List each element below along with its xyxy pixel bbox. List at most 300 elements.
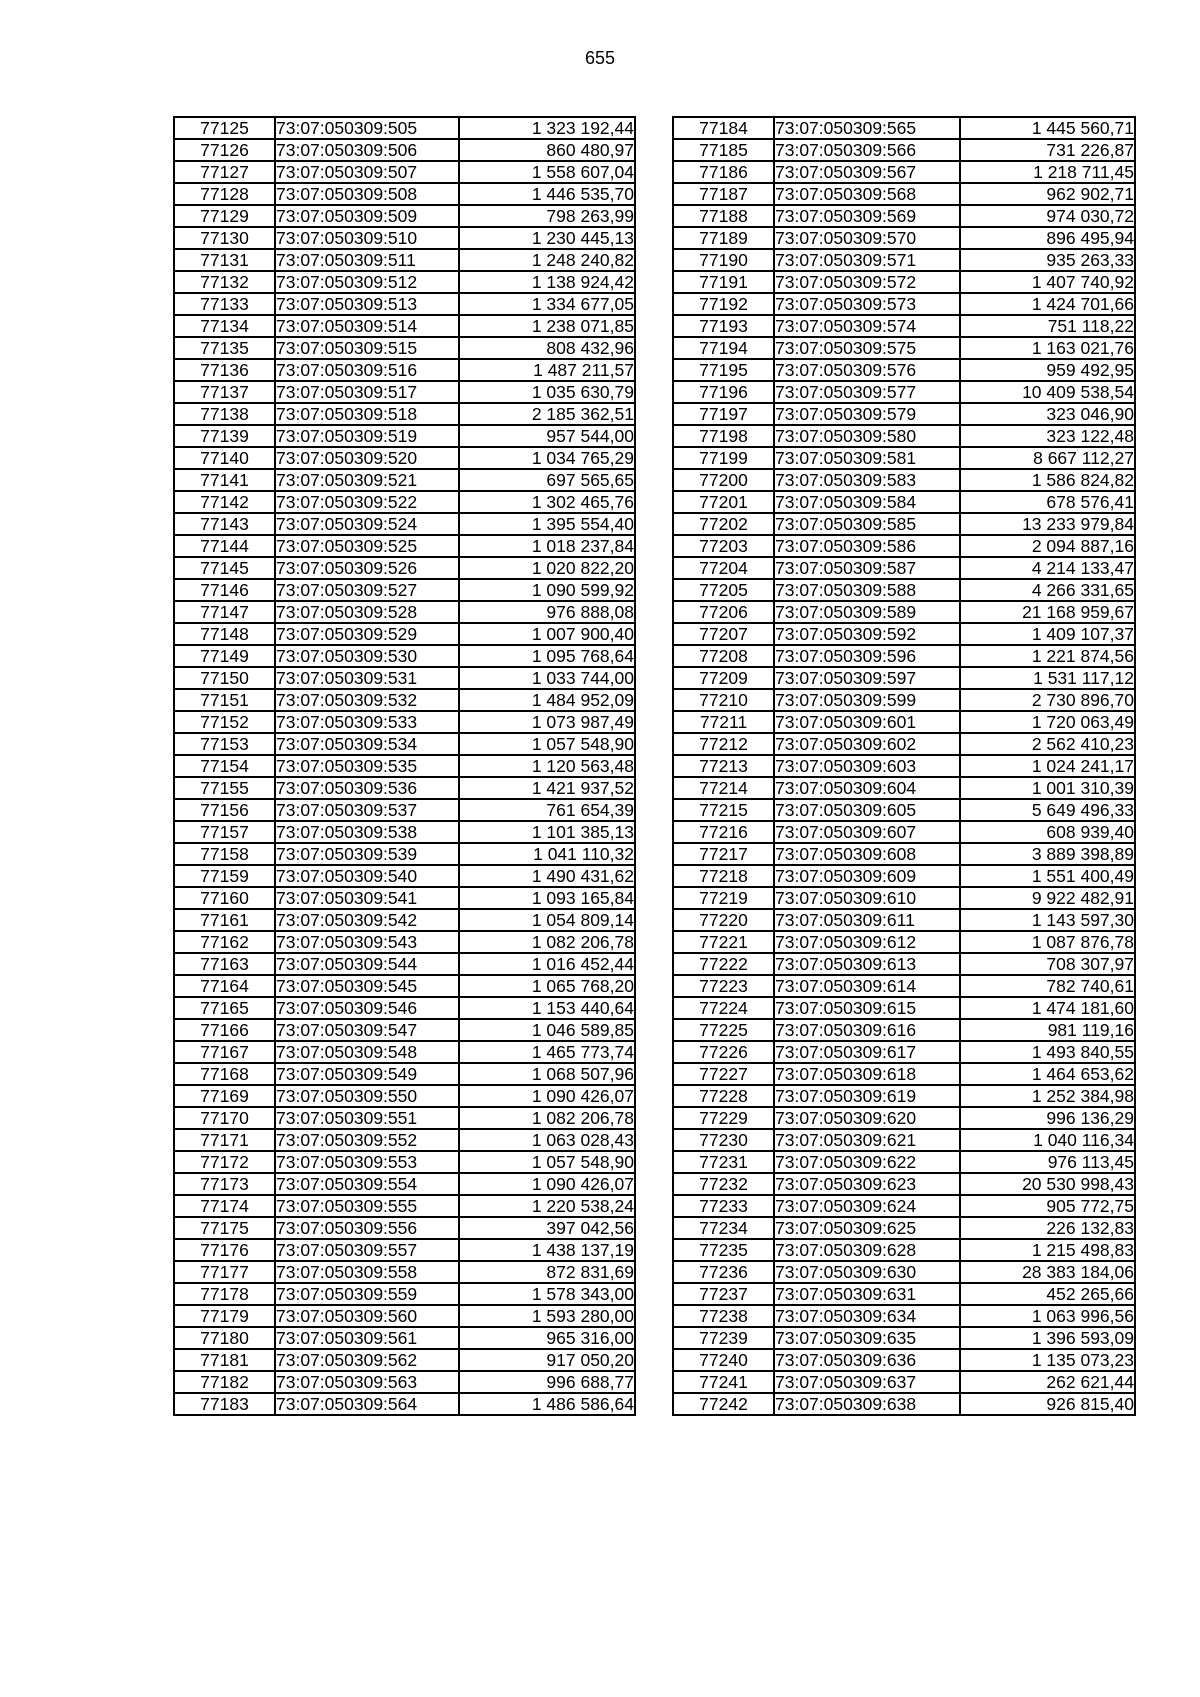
cadastral-number-cell: 73:07:050309:631 bbox=[774, 1283, 960, 1305]
value-cell: 1 586 824,82 bbox=[960, 469, 1135, 491]
cadastral-number-cell: 73:07:050309:557 bbox=[275, 1239, 459, 1261]
value-cell: 981 119,16 bbox=[960, 1019, 1135, 1041]
cadastral-number-cell: 73:07:050309:508 bbox=[275, 183, 459, 205]
cadastral-number-cell: 73:07:050309:550 bbox=[275, 1085, 459, 1107]
row-number-cell: 77233 bbox=[673, 1195, 774, 1217]
value-cell: 1 063 028,43 bbox=[459, 1129, 635, 1151]
row-number-cell: 77214 bbox=[673, 777, 774, 799]
cadastral-number-cell: 73:07:050309:612 bbox=[774, 931, 960, 953]
value-cell: 1 090 599,92 bbox=[459, 579, 635, 601]
row-number-cell: 77165 bbox=[174, 997, 275, 1019]
cadastral-number-cell: 73:07:050309:576 bbox=[774, 359, 960, 381]
row-number-cell: 77175 bbox=[174, 1217, 275, 1239]
table-row bbox=[673, 491, 1135, 513]
row-number-cell: 77215 bbox=[673, 799, 774, 821]
value-cell: 1 024 241,17 bbox=[960, 755, 1135, 777]
cadastral-number-cell: 73:07:050309:592 bbox=[774, 623, 960, 645]
row-number-cell: 77176 bbox=[174, 1239, 275, 1261]
row-number-cell: 77142 bbox=[174, 491, 275, 513]
table-row bbox=[174, 1349, 635, 1371]
value-cell: 782 740,61 bbox=[960, 975, 1135, 997]
cadastral-number-cell: 73:07:050309:522 bbox=[275, 491, 459, 513]
value-cell: 1 484 952,09 bbox=[459, 689, 635, 711]
row-number-cell: 77182 bbox=[174, 1371, 275, 1393]
value-cell: 1 065 768,20 bbox=[459, 975, 635, 997]
cadastral-number-cell: 73:07:050309:608 bbox=[774, 843, 960, 865]
table-row bbox=[673, 755, 1135, 777]
table-row bbox=[673, 271, 1135, 293]
value-cell: 9 922 482,91 bbox=[960, 887, 1135, 909]
table-row bbox=[673, 1041, 1135, 1063]
value-cell: 1 465 773,74 bbox=[459, 1041, 635, 1063]
row-number-cell: 77209 bbox=[673, 667, 774, 689]
table-row bbox=[174, 359, 635, 381]
row-number-cell: 77187 bbox=[673, 183, 774, 205]
row-number-cell: 77231 bbox=[673, 1151, 774, 1173]
table-row bbox=[673, 315, 1135, 337]
row-number-cell: 77170 bbox=[174, 1107, 275, 1129]
cadastral-number-cell: 73:07:050309:511 bbox=[275, 249, 459, 271]
table-row bbox=[174, 293, 635, 315]
cadastral-number-cell: 73:07:050309:574 bbox=[774, 315, 960, 337]
value-cell: 1 407 740,92 bbox=[960, 271, 1135, 293]
value-cell: 761 654,39 bbox=[459, 799, 635, 821]
row-number-cell: 77153 bbox=[174, 733, 275, 755]
cadastral-number-cell: 73:07:050309:512 bbox=[275, 271, 459, 293]
value-cell: 976 888,08 bbox=[459, 601, 635, 623]
table-row bbox=[673, 139, 1135, 161]
cadastral-number-cell: 73:07:050309:540 bbox=[275, 865, 459, 887]
cadastral-number-cell: 73:07:050309:543 bbox=[275, 931, 459, 953]
table-row bbox=[174, 1217, 635, 1239]
cadastral-number-cell: 73:07:050309:548 bbox=[275, 1041, 459, 1063]
table-row bbox=[174, 909, 635, 931]
value-cell: 1 474 181,60 bbox=[960, 997, 1135, 1019]
value-cell: 935 263,33 bbox=[960, 249, 1135, 271]
value-cell: 1 493 840,55 bbox=[960, 1041, 1135, 1063]
table-row bbox=[174, 1085, 635, 1107]
table-row bbox=[174, 1393, 635, 1415]
row-number-cell: 77227 bbox=[673, 1063, 774, 1085]
value-cell: 226 132,83 bbox=[960, 1217, 1135, 1239]
cadastral-number-cell: 73:07:050309:567 bbox=[774, 161, 960, 183]
cadastral-number-cell: 73:07:050309:529 bbox=[275, 623, 459, 645]
cadastral-number-cell: 73:07:050309:579 bbox=[774, 403, 960, 425]
value-cell: 2 730 896,70 bbox=[960, 689, 1135, 711]
value-cell: 2 094 887,16 bbox=[960, 535, 1135, 557]
table-row bbox=[673, 667, 1135, 689]
row-number-cell: 77154 bbox=[174, 755, 275, 777]
row-number-cell: 77125 bbox=[174, 117, 275, 139]
value-cell: 1 068 507,96 bbox=[459, 1063, 635, 1085]
cadastral-number-cell: 73:07:050309:605 bbox=[774, 799, 960, 821]
cadastral-number-cell: 73:07:050309:621 bbox=[774, 1129, 960, 1151]
value-cell: 2 185 362,51 bbox=[459, 403, 635, 425]
table-row bbox=[174, 425, 635, 447]
row-number-cell: 77133 bbox=[174, 293, 275, 315]
cadastral-number-cell: 73:07:050309:617 bbox=[774, 1041, 960, 1063]
cadastral-number-cell: 73:07:050309:610 bbox=[774, 887, 960, 909]
table-row bbox=[673, 403, 1135, 425]
row-number-cell: 77177 bbox=[174, 1261, 275, 1283]
row-number-cell: 77166 bbox=[174, 1019, 275, 1041]
row-number-cell: 77202 bbox=[673, 513, 774, 535]
table-row bbox=[673, 711, 1135, 733]
cadastral-number-cell: 73:07:050309:536 bbox=[275, 777, 459, 799]
value-cell: 8 667 112,27 bbox=[960, 447, 1135, 469]
table-row bbox=[174, 799, 635, 821]
table-row bbox=[174, 161, 635, 183]
table-row bbox=[673, 1107, 1135, 1129]
cadastral-number-cell: 73:07:050309:568 bbox=[774, 183, 960, 205]
row-number-cell: 77168 bbox=[174, 1063, 275, 1085]
cadastral-number-cell: 73:07:050309:513 bbox=[275, 293, 459, 315]
cadastral-number-cell: 73:07:050309:530 bbox=[275, 645, 459, 667]
row-number-cell: 77205 bbox=[673, 579, 774, 601]
row-number-cell: 77237 bbox=[673, 1283, 774, 1305]
row-number-cell: 77229 bbox=[673, 1107, 774, 1129]
row-number-cell: 77217 bbox=[673, 843, 774, 865]
cadastral-number-cell: 73:07:050309:532 bbox=[275, 689, 459, 711]
row-number-cell: 77130 bbox=[174, 227, 275, 249]
row-number-cell: 77228 bbox=[673, 1085, 774, 1107]
cadastral-number-cell: 73:07:050309:519 bbox=[275, 425, 459, 447]
row-number-cell: 77135 bbox=[174, 337, 275, 359]
cadastral-number-cell: 73:07:050309:544 bbox=[275, 953, 459, 975]
value-cell: 21 168 959,67 bbox=[960, 601, 1135, 623]
table-row bbox=[174, 953, 635, 975]
cadastral-number-cell: 73:07:050309:622 bbox=[774, 1151, 960, 1173]
cadastral-number-cell: 73:07:050309:528 bbox=[275, 601, 459, 623]
cadastral-number-cell: 73:07:050309:507 bbox=[275, 161, 459, 183]
cadastral-number-cell: 73:07:050309:569 bbox=[774, 205, 960, 227]
value-cell: 1 446 535,70 bbox=[459, 183, 635, 205]
row-number-cell: 77226 bbox=[673, 1041, 774, 1063]
row-number-cell: 77196 bbox=[673, 381, 774, 403]
row-number-cell: 77138 bbox=[174, 403, 275, 425]
row-number-cell: 77167 bbox=[174, 1041, 275, 1063]
row-number-cell: 77150 bbox=[174, 667, 275, 689]
cadastral-number-cell: 73:07:050309:525 bbox=[275, 535, 459, 557]
value-cell: 2 562 410,23 bbox=[960, 733, 1135, 755]
table-row bbox=[673, 601, 1135, 623]
value-cell: 808 432,96 bbox=[459, 337, 635, 359]
row-number-cell: 77189 bbox=[673, 227, 774, 249]
row-number-cell: 77241 bbox=[673, 1371, 774, 1393]
table-row bbox=[673, 249, 1135, 271]
value-cell: 1 421 937,52 bbox=[459, 777, 635, 799]
table-row bbox=[673, 1239, 1135, 1261]
cadastral-number-cell: 73:07:050309:563 bbox=[275, 1371, 459, 1393]
row-number-cell: 77148 bbox=[174, 623, 275, 645]
cadastral-number-cell: 73:07:050309:539 bbox=[275, 843, 459, 865]
value-cell: 1 531 117,12 bbox=[960, 667, 1135, 689]
value-cell: 1 396 593,09 bbox=[960, 1327, 1135, 1349]
value-cell: 1 593 280,00 bbox=[459, 1305, 635, 1327]
cadastral-number-cell: 73:07:050309:554 bbox=[275, 1173, 459, 1195]
table-row bbox=[174, 645, 635, 667]
row-number-cell: 77171 bbox=[174, 1129, 275, 1151]
value-cell: 1 138 924,42 bbox=[459, 271, 635, 293]
value-cell: 1 153 440,64 bbox=[459, 997, 635, 1019]
cadastral-number-cell: 73:07:050309:517 bbox=[275, 381, 459, 403]
table-row bbox=[673, 887, 1135, 909]
table-row bbox=[174, 579, 635, 601]
value-cell: 974 030,72 bbox=[960, 205, 1135, 227]
row-number-cell: 77199 bbox=[673, 447, 774, 469]
value-cell: 1 057 548,90 bbox=[459, 1151, 635, 1173]
row-number-cell: 77149 bbox=[174, 645, 275, 667]
row-number-cell: 77210 bbox=[673, 689, 774, 711]
value-cell: 1 041 110,32 bbox=[459, 843, 635, 865]
row-number-cell: 77163 bbox=[174, 953, 275, 975]
table-row bbox=[673, 1063, 1135, 1085]
row-number-cell: 77157 bbox=[174, 821, 275, 843]
row-number-cell: 77156 bbox=[174, 799, 275, 821]
table-row bbox=[673, 623, 1135, 645]
row-number-cell: 77232 bbox=[673, 1173, 774, 1195]
row-number-cell: 77238 bbox=[673, 1305, 774, 1327]
value-cell: 959 492,95 bbox=[960, 359, 1135, 381]
row-number-cell: 77183 bbox=[174, 1393, 275, 1415]
value-cell: 1 054 809,14 bbox=[459, 909, 635, 931]
row-number-cell: 77190 bbox=[673, 249, 774, 271]
cadastral-number-cell: 73:07:050309:521 bbox=[275, 469, 459, 491]
value-cell: 1 034 765,29 bbox=[459, 447, 635, 469]
row-number-cell: 77206 bbox=[673, 601, 774, 623]
value-cell: 1 007 900,40 bbox=[459, 623, 635, 645]
table-row bbox=[174, 447, 635, 469]
cadastral-number-cell: 73:07:050309:555 bbox=[275, 1195, 459, 1217]
value-cell: 1 040 116,34 bbox=[960, 1129, 1135, 1151]
cadastral-number-cell: 73:07:050309:538 bbox=[275, 821, 459, 843]
value-cell: 1 424 701,66 bbox=[960, 293, 1135, 315]
cadastral-number-cell: 73:07:050309:541 bbox=[275, 887, 459, 909]
table-row bbox=[174, 1305, 635, 1327]
cadastral-number-cell: 73:07:050309:628 bbox=[774, 1239, 960, 1261]
row-number-cell: 77126 bbox=[174, 139, 275, 161]
cadastral-number-cell: 73:07:050309:566 bbox=[774, 139, 960, 161]
table-row bbox=[174, 689, 635, 711]
cadastral-number-cell: 73:07:050309:625 bbox=[774, 1217, 960, 1239]
row-number-cell: 77213 bbox=[673, 755, 774, 777]
table-row bbox=[174, 557, 635, 579]
value-cell: 872 831,69 bbox=[459, 1261, 635, 1283]
cadastral-number-cell: 73:07:050309:524 bbox=[275, 513, 459, 535]
table-row bbox=[673, 689, 1135, 711]
value-cell: 896 495,94 bbox=[960, 227, 1135, 249]
cadastral-number-cell: 73:07:050309:533 bbox=[275, 711, 459, 733]
value-cell: 1 001 310,39 bbox=[960, 777, 1135, 799]
value-cell: 1 143 597,30 bbox=[960, 909, 1135, 931]
value-cell: 1 220 538,24 bbox=[459, 1195, 635, 1217]
row-number-cell: 77145 bbox=[174, 557, 275, 579]
row-number-cell: 77128 bbox=[174, 183, 275, 205]
table-row bbox=[673, 1085, 1135, 1107]
table-row bbox=[174, 205, 635, 227]
row-number-cell: 77161 bbox=[174, 909, 275, 931]
row-number-cell: 77132 bbox=[174, 271, 275, 293]
value-cell: 697 565,65 bbox=[459, 469, 635, 491]
table-row bbox=[174, 249, 635, 271]
value-cell: 1 248 240,82 bbox=[459, 249, 635, 271]
cadastral-number-cell: 73:07:050309:561 bbox=[275, 1327, 459, 1349]
value-cell: 1 334 677,05 bbox=[459, 293, 635, 315]
row-number-cell: 77236 bbox=[673, 1261, 774, 1283]
value-cell: 1 087 876,78 bbox=[960, 931, 1135, 953]
table-row bbox=[174, 1173, 635, 1195]
value-cell: 323 046,90 bbox=[960, 403, 1135, 425]
table-row bbox=[673, 997, 1135, 1019]
table-row bbox=[174, 931, 635, 953]
cadastral-number-cell: 73:07:050309:607 bbox=[774, 821, 960, 843]
row-number-cell: 77172 bbox=[174, 1151, 275, 1173]
value-cell: 996 136,29 bbox=[960, 1107, 1135, 1129]
cadastral-number-cell: 73:07:050309:586 bbox=[774, 535, 960, 557]
row-number-cell: 77162 bbox=[174, 931, 275, 953]
row-number-cell: 77204 bbox=[673, 557, 774, 579]
cadastral-number-cell: 73:07:050309:611 bbox=[774, 909, 960, 931]
row-number-cell: 77164 bbox=[174, 975, 275, 997]
table-row bbox=[673, 359, 1135, 381]
table-row bbox=[174, 711, 635, 733]
row-number-cell: 77235 bbox=[673, 1239, 774, 1261]
row-number-cell: 77222 bbox=[673, 953, 774, 975]
value-cell: 1 395 554,40 bbox=[459, 513, 635, 535]
row-number-cell: 77188 bbox=[673, 205, 774, 227]
value-cell: 1 082 206,78 bbox=[459, 931, 635, 953]
value-cell: 1 018 237,84 bbox=[459, 535, 635, 557]
value-cell: 1 090 426,07 bbox=[459, 1085, 635, 1107]
table-row bbox=[673, 1151, 1135, 1173]
cadastral-number-cell: 73:07:050309:514 bbox=[275, 315, 459, 337]
table-row bbox=[174, 1063, 635, 1085]
value-cell: 1 035 630,79 bbox=[459, 381, 635, 403]
table-row bbox=[174, 271, 635, 293]
cadastral-number-cell: 73:07:050309:571 bbox=[774, 249, 960, 271]
table-row bbox=[174, 183, 635, 205]
row-number-cell: 77194 bbox=[673, 337, 774, 359]
cadastral-number-cell: 73:07:050309:515 bbox=[275, 337, 459, 359]
row-number-cell: 77147 bbox=[174, 601, 275, 623]
row-number-cell: 77211 bbox=[673, 711, 774, 733]
cadastral-number-cell: 73:07:050309:580 bbox=[774, 425, 960, 447]
row-number-cell: 77240 bbox=[673, 1349, 774, 1371]
value-cell: 1 238 071,85 bbox=[459, 315, 635, 337]
cadastral-number-cell: 73:07:050309:623 bbox=[774, 1173, 960, 1195]
row-number-cell: 77180 bbox=[174, 1327, 275, 1349]
row-number-cell: 77242 bbox=[673, 1393, 774, 1415]
table-row bbox=[174, 1107, 635, 1129]
row-number-cell: 77185 bbox=[673, 139, 774, 161]
cadastral-number-cell: 73:07:050309:516 bbox=[275, 359, 459, 381]
row-number-cell: 77225 bbox=[673, 1019, 774, 1041]
value-cell: 1 487 211,57 bbox=[459, 359, 635, 381]
table-row bbox=[673, 425, 1135, 447]
value-cell: 926 815,40 bbox=[960, 1393, 1135, 1415]
table-row bbox=[673, 1129, 1135, 1151]
value-cell: 1 120 563,48 bbox=[459, 755, 635, 777]
table-row bbox=[174, 491, 635, 513]
table-row bbox=[174, 227, 635, 249]
table-row bbox=[673, 645, 1135, 667]
cadastral-number-cell: 73:07:050309:615 bbox=[774, 997, 960, 1019]
cadastral-number-cell: 73:07:050309:581 bbox=[774, 447, 960, 469]
cadastral-number-cell: 73:07:050309:614 bbox=[774, 975, 960, 997]
cadastral-number-cell: 73:07:050309:570 bbox=[774, 227, 960, 249]
table-row bbox=[174, 733, 635, 755]
cadastral-number-cell: 73:07:050309:572 bbox=[774, 271, 960, 293]
cadastral-number-cell: 73:07:050309:537 bbox=[275, 799, 459, 821]
value-cell: 917 050,20 bbox=[459, 1349, 635, 1371]
value-cell: 731 226,87 bbox=[960, 139, 1135, 161]
row-number-cell: 77195 bbox=[673, 359, 774, 381]
value-cell: 608 939,40 bbox=[960, 821, 1135, 843]
row-number-cell: 77216 bbox=[673, 821, 774, 843]
table-row bbox=[174, 1041, 635, 1063]
table-row bbox=[673, 381, 1135, 403]
cadastral-number-cell: 73:07:050309:599 bbox=[774, 689, 960, 711]
value-cell: 1 230 445,13 bbox=[459, 227, 635, 249]
table-row bbox=[174, 667, 635, 689]
row-number-cell: 77191 bbox=[673, 271, 774, 293]
cadastral-number-cell: 73:07:050309:531 bbox=[275, 667, 459, 689]
row-number-cell: 77224 bbox=[673, 997, 774, 1019]
table-row bbox=[174, 975, 635, 997]
table-row bbox=[174, 997, 635, 1019]
value-cell: 860 480,97 bbox=[459, 139, 635, 161]
value-cell: 1 302 465,76 bbox=[459, 491, 635, 513]
value-cell: 1 082 206,78 bbox=[459, 1107, 635, 1129]
row-number-cell: 77221 bbox=[673, 931, 774, 953]
table-row bbox=[174, 623, 635, 645]
value-cell: 1 063 996,56 bbox=[960, 1305, 1135, 1327]
table-row bbox=[174, 1239, 635, 1261]
row-number-cell: 77155 bbox=[174, 777, 275, 799]
cadastral-number-cell: 73:07:050309:556 bbox=[275, 1217, 459, 1239]
table-row bbox=[673, 535, 1135, 557]
cadastral-number-cell: 73:07:050309:547 bbox=[275, 1019, 459, 1041]
cadastral-number-cell: 73:07:050309:620 bbox=[774, 1107, 960, 1129]
table-row bbox=[673, 557, 1135, 579]
row-number-cell: 77152 bbox=[174, 711, 275, 733]
value-cell: 962 902,71 bbox=[960, 183, 1135, 205]
row-number-cell: 77179 bbox=[174, 1305, 275, 1327]
cadastral-number-cell: 73:07:050309:604 bbox=[774, 777, 960, 799]
table-row bbox=[174, 843, 635, 865]
value-cell: 1 486 586,64 bbox=[459, 1393, 635, 1415]
value-cell: 1 020 822,20 bbox=[459, 557, 635, 579]
row-number-cell: 77220 bbox=[673, 909, 774, 931]
value-cell: 262 621,44 bbox=[960, 1371, 1135, 1393]
row-number-cell: 77208 bbox=[673, 645, 774, 667]
cadastral-number-cell: 73:07:050309:535 bbox=[275, 755, 459, 777]
table-row bbox=[673, 931, 1135, 953]
table-row bbox=[673, 227, 1135, 249]
table-row bbox=[673, 1019, 1135, 1041]
row-number-cell: 77140 bbox=[174, 447, 275, 469]
value-cell: 1 720 063,49 bbox=[960, 711, 1135, 733]
table-row bbox=[673, 1195, 1135, 1217]
cadastral-number-cell: 73:07:050309:638 bbox=[774, 1393, 960, 1415]
cadastral-number-cell: 73:07:050309:558 bbox=[275, 1261, 459, 1283]
value-cell: 905 772,75 bbox=[960, 1195, 1135, 1217]
table-row bbox=[673, 909, 1135, 931]
row-number-cell: 77146 bbox=[174, 579, 275, 601]
cadastral-number-cell: 73:07:050309:551 bbox=[275, 1107, 459, 1129]
table-row bbox=[174, 1283, 635, 1305]
table-row bbox=[673, 183, 1135, 205]
